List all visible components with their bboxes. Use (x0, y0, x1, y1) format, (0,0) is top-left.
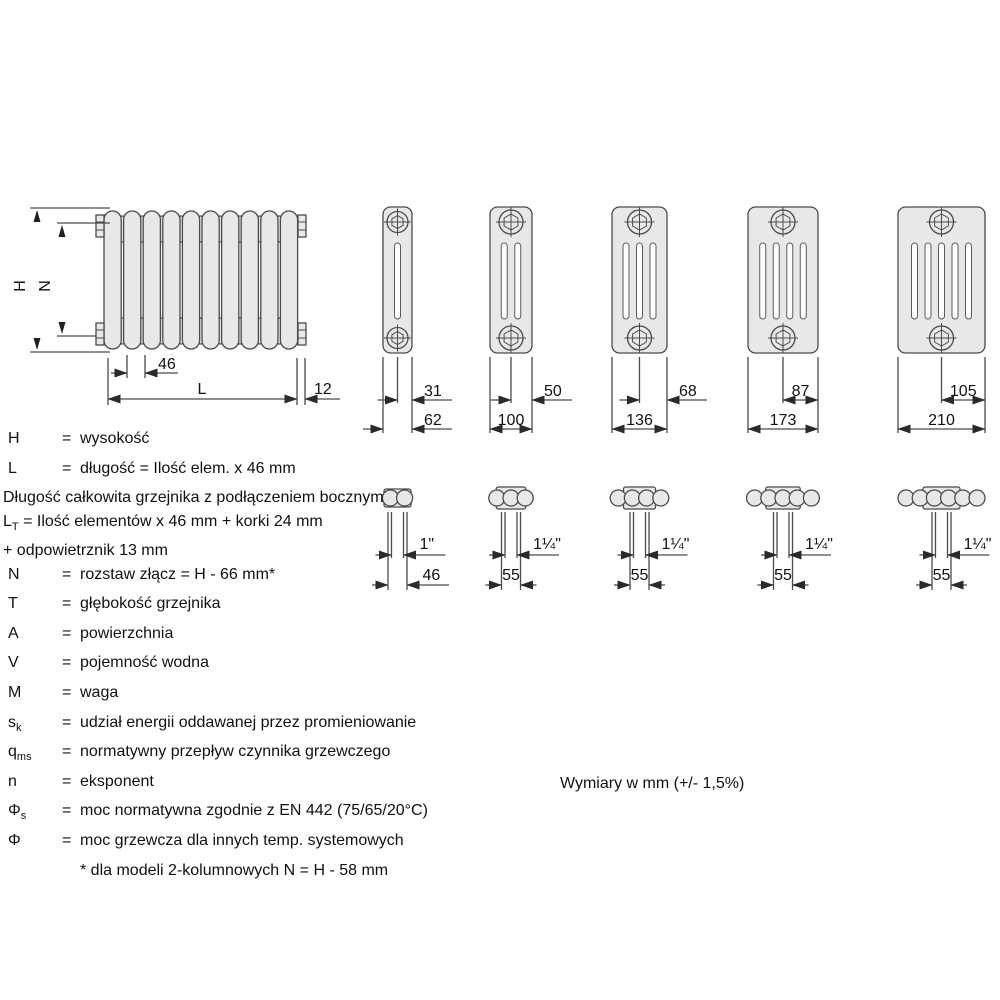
tube-top (969, 490, 985, 506)
section-slot (395, 243, 401, 319)
legend-row-n-exponent (8, 770, 478, 800)
legend-definition: moc normatywna zgodnie z EN 442 (75/65/20°C) (80, 802, 428, 820)
cross-section-2col (363, 207, 452, 433)
legend-row-h (8, 427, 478, 457)
legend-symbol: n (8, 772, 17, 790)
pitch-label: 55 (932, 567, 951, 584)
section-slot (637, 243, 643, 319)
equals-sign: = (62, 743, 72, 761)
top-view-4col (610, 487, 689, 590)
front-column-tube (104, 211, 121, 349)
legend-symbol: M (8, 683, 22, 701)
legend-row-m (8, 681, 478, 711)
dimension-label: 68 (679, 383, 697, 400)
legend-row-n (8, 563, 478, 593)
section-slot (787, 243, 793, 319)
section-slot (952, 243, 958, 319)
legend-definition: głębokość grzejnika (80, 595, 221, 613)
end-plug (298, 323, 306, 345)
top-view-3col (486, 487, 561, 590)
height-label: H (12, 280, 29, 292)
section-slot (650, 243, 656, 319)
dimension-label: 136 (626, 412, 653, 429)
pitch-label: N (37, 280, 54, 292)
legend-row-phi-s (8, 799, 478, 829)
legend-row-sk (8, 711, 478, 741)
legend-symbol: T (8, 595, 18, 613)
legend-symbol: $\Phi_s$ (8, 802, 27, 823)
connection-size-label: 1¼" (533, 536, 561, 553)
equals-sign: = (62, 683, 72, 701)
dimension-label: 31 (424, 383, 442, 400)
section-slot (623, 243, 629, 319)
dimension-label: 46 (158, 356, 176, 373)
legend-row-t (8, 592, 478, 622)
pitch-label: 55 (774, 567, 792, 584)
equals-sign: = (62, 565, 72, 583)
legend-row-a (8, 622, 478, 652)
legend-definition: powierzchnia (80, 624, 174, 642)
section-slot (912, 243, 918, 319)
connection-size-label: 1¼" (661, 536, 690, 553)
length-dimension (108, 358, 340, 405)
legend-definition: długość = Ilość elem. x 46 mm (80, 459, 296, 477)
front-column-tube (241, 211, 258, 349)
legend (3, 427, 478, 882)
front-column-tube (182, 211, 199, 349)
element-width-dimension (111, 355, 178, 378)
legend-symbol: L (8, 459, 17, 477)
section-slot (515, 243, 521, 319)
connection-size-label: 1¼" (963, 536, 992, 553)
dimensions-unit-note: Wymiary w mm (+/- 1,5%) (560, 775, 745, 792)
dimension-label: 173 (769, 412, 797, 429)
legend-symbol: H (8, 430, 20, 447)
total-length-note-line2: $L_T$ = Ilość elementów x 46 mm + korki 24 mm (3, 512, 323, 533)
dimension-label: 62 (424, 412, 442, 429)
dimension-label: 210 (928, 412, 955, 429)
legend-symbol: N (8, 565, 20, 583)
front-column-tube (222, 211, 239, 349)
front-column-tube (163, 211, 180, 349)
cross-section-4col (612, 207, 707, 433)
footnote: * dla modeli 2-kolumnowych N = H - 58 mm (80, 861, 389, 879)
cross-section-6col (898, 207, 985, 433)
end-plug (96, 323, 104, 345)
cross-section-5col (748, 207, 818, 433)
total-length-note-line1: Długość całkowita grzejnika z podłączeniem bocznym (3, 489, 384, 507)
section-slot (773, 243, 779, 319)
end-plug (96, 215, 104, 237)
cross-section-3col (490, 207, 572, 433)
dimension-label: 105 (949, 383, 977, 400)
dimension-arrowhead (34, 338, 41, 350)
legend-definition: udział energii oddawanej przez promieniowanie (80, 713, 417, 731)
tube-top (653, 490, 669, 506)
dimension-label: 100 (497, 412, 525, 429)
dimension-label: 87 (791, 383, 810, 400)
pitch-label: 55 (502, 567, 520, 584)
equals-sign: = (62, 654, 72, 672)
legend-row-qms (8, 740, 478, 770)
dimension-label: 50 (544, 383, 562, 400)
legend-definition: eksponent (80, 772, 154, 790)
legend-definition: pojemność wodna (80, 654, 209, 672)
connection-size-label: 1¼" (805, 536, 833, 553)
front-column-tube (202, 211, 219, 349)
front-column-tube (261, 211, 278, 349)
legend-definition: moc grzewcza dla innych temp. systemowych (80, 831, 404, 849)
total-length-note-line3: + odpowietrznik 13 mm (3, 542, 168, 560)
equals-sign: = (62, 831, 72, 849)
front-column-tube (143, 211, 160, 349)
legend-definition: normatywny przepływ czynnika grzewczego (80, 743, 391, 761)
top-view-6col (898, 487, 991, 590)
legend-definition: rozstaw złącz = H - 66 mm* (80, 565, 276, 583)
legend-symbol: $q_{ms}$ (8, 743, 32, 764)
legend-row-l (8, 457, 478, 487)
legend-definition: wysokość (80, 430, 150, 447)
legend-definition: waga (80, 683, 119, 701)
front-view (12, 208, 340, 405)
front-column-tube (124, 211, 141, 349)
tube-top (517, 490, 533, 506)
section-slot (800, 243, 806, 319)
section-slot (501, 243, 507, 319)
equals-sign: = (62, 713, 72, 731)
equals-sign: = (62, 430, 72, 447)
section-slot (760, 243, 766, 319)
equals-sign: = (62, 459, 72, 477)
legend-symbol: $s_k$ (8, 713, 22, 734)
dimension-arrowhead (59, 322, 66, 334)
section-slot (939, 243, 945, 319)
top-view-5col (747, 487, 833, 590)
legend-symbol: Φ (8, 831, 21, 849)
pitch-label: 46 (422, 567, 441, 584)
equals-sign: = (62, 595, 72, 613)
pitch-label: 55 (630, 567, 649, 584)
dimension-label: 12 (314, 381, 332, 398)
legend-row-v (8, 651, 478, 681)
equals-sign: = (62, 772, 72, 790)
equals-sign: = (62, 624, 72, 642)
dimension-arrowhead (59, 225, 66, 237)
tube-top (803, 490, 819, 506)
connection-size-label: 1" (419, 536, 435, 553)
legend-symbol: A (8, 624, 19, 642)
dimension-label: L (197, 381, 207, 398)
end-plug (298, 215, 306, 237)
height-dimensions (12, 208, 110, 352)
section-slot (966, 243, 972, 319)
section-slot (925, 243, 931, 319)
front-radiator (96, 211, 306, 349)
legend-symbol: V (8, 654, 19, 672)
equals-sign: = (62, 802, 72, 820)
dimension-arrowhead (34, 210, 41, 222)
legend-row-phi (8, 829, 478, 859)
front-column-tube (280, 211, 297, 349)
